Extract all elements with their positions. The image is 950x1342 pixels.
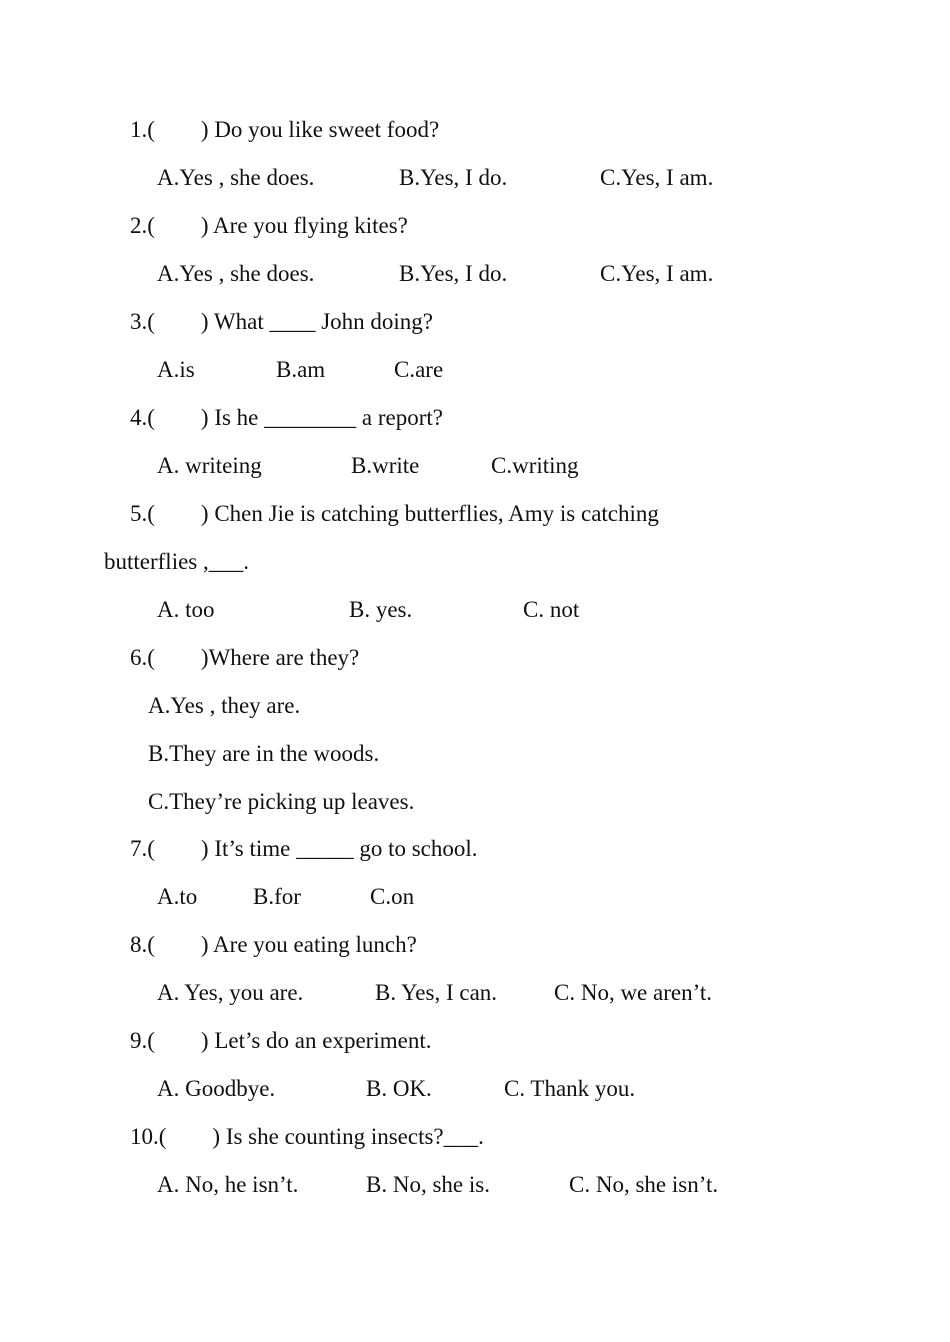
question-4-option-a: A. writeing xyxy=(157,453,262,478)
question-8-option-a: A. Yes, you are. xyxy=(157,980,304,1005)
question-7-option-c: C.on xyxy=(370,884,415,909)
question-10-stem: 10.( ) Is she counting insects?___. xyxy=(130,1124,484,1149)
question-5-stem: 5.( ) Chen Jie is catching butterflies, Amy is catching xyxy=(130,501,659,526)
question-1-option-c: C.Yes, I am. xyxy=(600,165,714,190)
question-1-option-b: B.Yes, I do. xyxy=(399,165,508,190)
question-9-stem: 9.( ) Let’s do an experiment. xyxy=(130,1028,432,1053)
question-3-stem: 3.( ) What ____ John doing? xyxy=(130,309,434,334)
question-3-option-a: A.is xyxy=(157,357,195,382)
question-4-option-b: B.write xyxy=(351,453,420,478)
question-9-option-c: C. Thank you. xyxy=(504,1076,636,1101)
question-2-stem: 2.( ) Are you flying kites? xyxy=(130,213,408,238)
question-2-option-c: C.Yes, I am. xyxy=(600,261,714,286)
question-10-option-b: B. No, she is. xyxy=(366,1172,490,1197)
question-6-option-c: C.They’re picking up leaves. xyxy=(148,789,415,814)
question-10-option-c: C. No, she isn’t. xyxy=(569,1172,719,1197)
question-7-option-a: A.to xyxy=(157,884,198,909)
question-8-option-b: B. Yes, I can. xyxy=(375,980,498,1005)
question-6-option-a: A.Yes , they are. xyxy=(148,693,301,718)
question-7-option-b: B.for xyxy=(253,884,301,909)
question-6-option-b: B.They are in the woods. xyxy=(148,741,380,766)
question-7-stem: 7.( ) It’s time _____ go to school. xyxy=(130,836,478,861)
question-10-option-a: A. No, he isn’t. xyxy=(157,1172,299,1197)
question-3-option-b: B.am xyxy=(276,357,326,382)
question-5-option-c: C. not xyxy=(523,597,580,622)
question-4-stem: 4.( ) Is he ________ a report? xyxy=(130,405,443,430)
question-3-option-c: C.are xyxy=(394,357,444,382)
question-4-option-c: C.writing xyxy=(491,453,579,478)
question-1-option-a: A.Yes , she does. xyxy=(157,165,315,190)
question-2-option-b: B.Yes, I do. xyxy=(399,261,508,286)
question-8-stem: 8.( ) Are you eating lunch? xyxy=(130,932,417,957)
question-2-option-a: A.Yes , she does. xyxy=(157,261,315,286)
question-1-stem: 1.( ) Do you like sweet food? xyxy=(130,117,440,142)
question-8-option-c: C. No, we aren’t. xyxy=(554,980,712,1005)
question-5-option-a: A. too xyxy=(157,597,215,622)
question-9-option-a: A. Goodbye. xyxy=(157,1076,276,1101)
question-5-option-b: B. yes. xyxy=(349,597,413,622)
question-6-stem: 6.( )Where are they? xyxy=(130,645,360,670)
question-5-stem-continued: butterflies ,___. xyxy=(104,549,249,574)
question-9-option-b: B. OK. xyxy=(366,1076,432,1101)
